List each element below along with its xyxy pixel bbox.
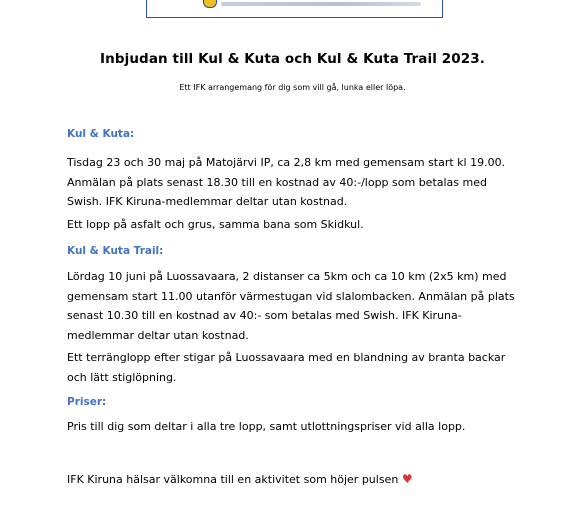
shield-icon — [203, 0, 217, 8]
page-title: Inbjudan till Kul & Kuta och Kul & Kuta Trail 2023. — [100, 51, 485, 67]
section-heading-kul-kuta: Kul & Kuta: — [67, 128, 135, 140]
section-text-kul-kuta — [67, 153, 537, 212]
section-note-kul-kuta: Ett lopp på asfalt och grus, samma bana som Skidkul. — [67, 218, 364, 231]
page-subtitle: Ett IFK arrangemang för dig som vill gå, lunka eller löpa. — [179, 83, 406, 92]
text-line: Ett terränglopp efter stigar på Luossavaara med en blandning av branta backar — [67, 351, 506, 364]
text-line: och lätt stiglöpning. — [67, 370, 177, 384]
section-heading-trail: Kul & Kuta Trail: — [67, 245, 164, 257]
text-line: Tisdag 23 och 30 maj på Matojärvi IP, ca 2,8 km med gemensam start kl 19.00. — [67, 156, 506, 169]
text-line: Anmälan på plats senast 18.30 till en kostnad av 40:-/lopp som betalas med — [67, 175, 487, 189]
text-line: medlemmar deltar utan kostnad. — [67, 328, 249, 342]
section-heading-priser: Priser: — [67, 396, 107, 408]
text-line: Swish. IFK Kiruna-medlemmar deltar utan kostnad. — [67, 195, 348, 208]
section-text-priser: Pris till dig som deltar i alla tre lopp, samt utlottningspriser vid alla lopp. — [67, 420, 466, 433]
heart-icon: ♥ — [401, 472, 413, 486]
section-note-trail — [67, 348, 537, 387]
closing-line — [67, 470, 537, 490]
text-line: gemensam start 11.00 utanför värmestugan vid slalombacken. Anmälan på plats — [67, 289, 515, 303]
logo-banner — [146, 0, 443, 18]
section-text-trail — [67, 267, 537, 345]
text-line: Lördag 10 juni på Luossavaara, 2 distanser ca 5km och ca 10 km (2x5 km) med — [67, 270, 507, 283]
text-line: senast 10.30 till en kostnad av 40:- som betalas med Swish. IFK Kiruna- — [67, 309, 462, 322]
logo-text-graphic — [221, 2, 421, 6]
closing-text: IFK Kiruna hälsar välkomna till en aktivitet som höjer pulsen — [67, 473, 399, 486]
